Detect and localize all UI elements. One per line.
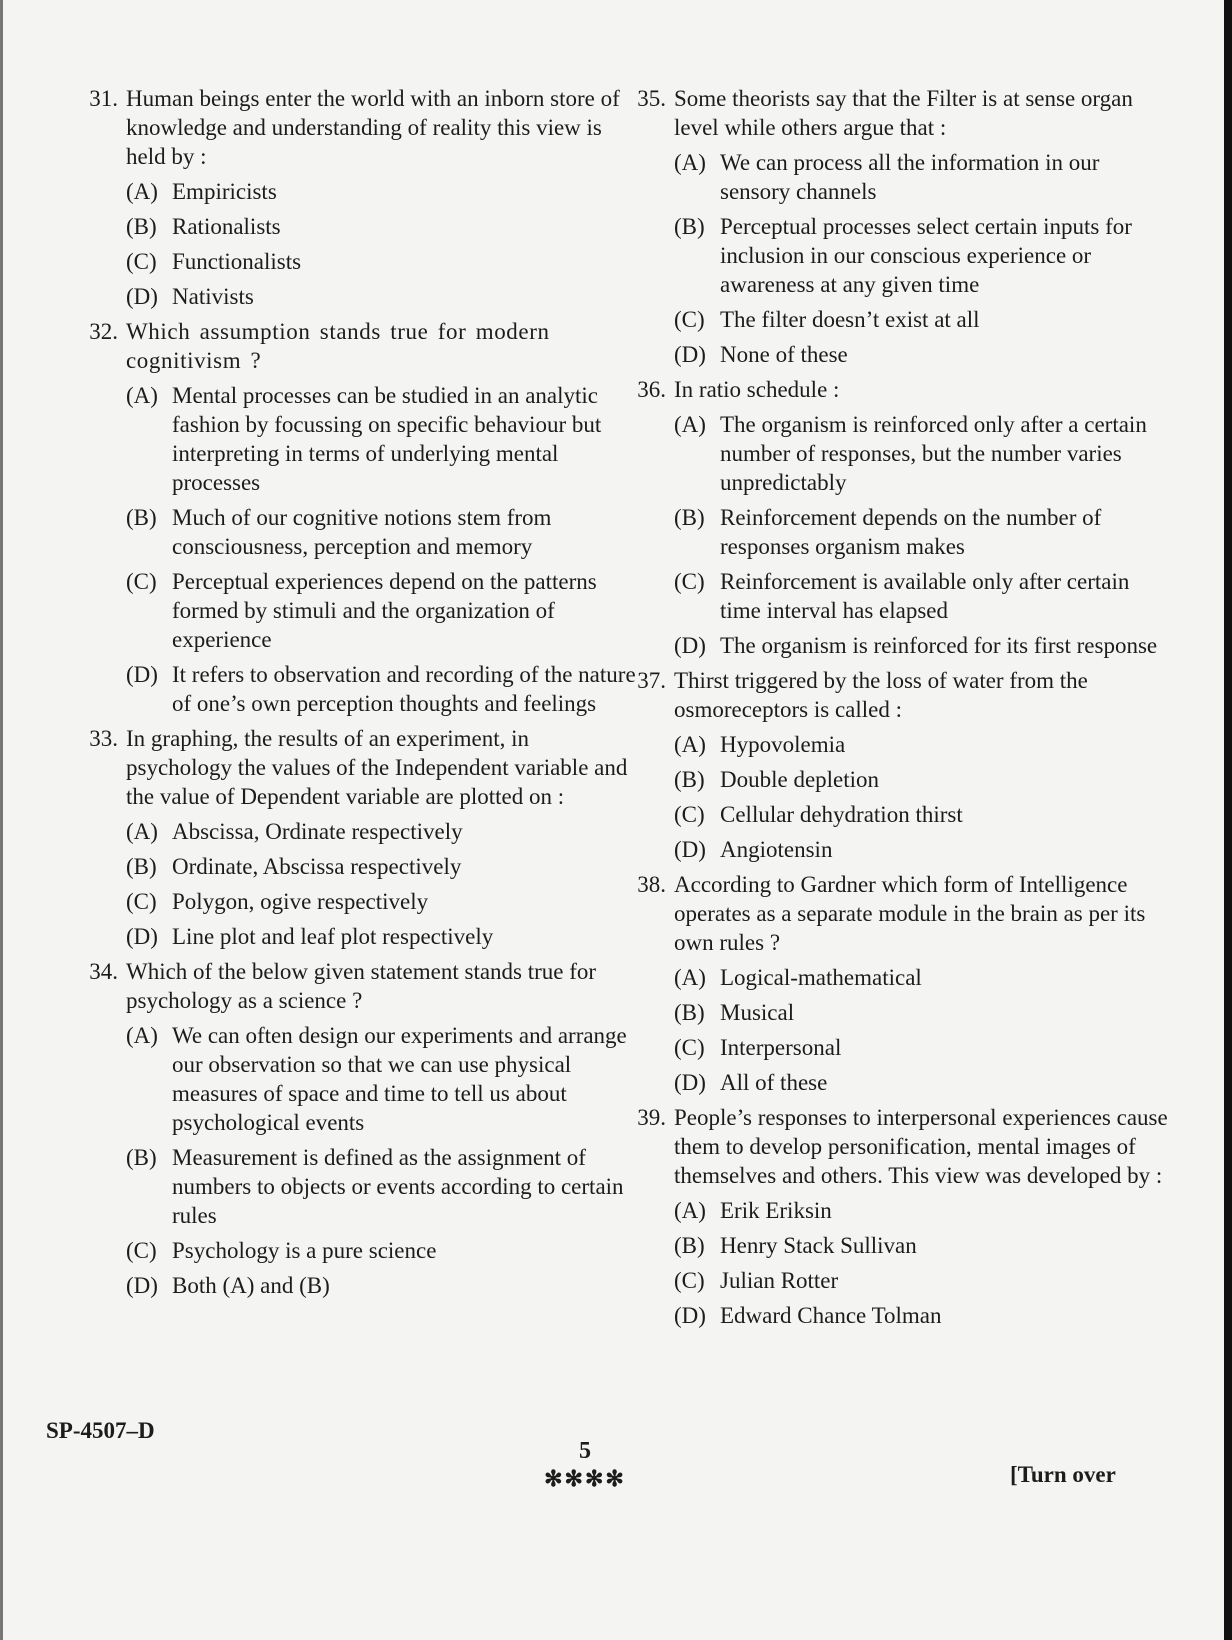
question-text: According to Gardner which form of Intelligence operates as a separate module in the brain as per its own rules ? [674,872,1146,955]
question-37 [604,666,1174,864]
option-list [126,1021,636,1300]
option-b [126,503,636,561]
option-a [126,817,636,846]
option-text: The organism is reinforced only after a certain number of responses, but the number varies unpredictably [720,412,1147,495]
option-label: (A) [126,179,158,204]
question-number: 39. [637,1105,666,1130]
option-text: Julian Rotter [720,1268,839,1293]
option-a [674,963,1174,992]
option-text: Empiricists [172,179,277,204]
question-number: 37. [637,668,666,693]
option-list [126,177,636,311]
option-d [126,1271,636,1300]
option-text: Double depletion [720,767,880,792]
question-number: 34. [89,959,118,984]
question-text: Some theorists say that the Filter is at sense organ level while others argue that : [674,86,1133,140]
option-d [674,340,1174,369]
option-text: We can often design our experiments and arrange our observation so that we can use physical measures of space and time to tell us about psychological events [172,1023,627,1135]
option-text: Cellular dehydration thirst [720,802,963,827]
option-label: (C) [674,1268,705,1293]
option-text: Perceptual processes select certain inputs for inclusion in our conscious experience or awareness at any given time [720,214,1132,297]
option-d [674,1301,1174,1330]
option-text: Polygon, ogive respectively [172,889,429,914]
option-label: (D) [674,1070,706,1095]
option-text: Angiotensin [720,837,833,862]
option-b [674,998,1174,1027]
option-text: Henry Stack Sullivan [720,1233,917,1258]
option-d [126,922,636,951]
option-label: (B) [126,505,157,530]
option-text: It refers to observation and recording of the nature of one’s own perception thoughts and feelings [172,662,636,716]
question-text: People’s responses to interpersonal experiences cause them to develop personification, mental images of themselves and others. This view was developed by : [674,1105,1168,1188]
option-text: Ordinate, Abscissa respectively [172,854,462,879]
option-c [126,887,636,916]
option-b [674,212,1174,299]
option-label: (B) [126,854,157,879]
option-list [126,817,636,951]
option-b [126,1143,636,1230]
option-label: (A) [674,1198,706,1223]
question-34 [56,957,636,1300]
option-text: Much of our cognitive notions stem from consciousness, perception and memory [172,505,552,559]
option-text: Edward Chance Tolman [720,1303,942,1328]
option-label: (A) [126,1023,158,1048]
option-text: Psychology is a pure science [172,1238,437,1263]
option-a [126,381,636,497]
option-text: Nativists [172,284,254,309]
option-b [674,765,1174,794]
option-d [674,1068,1174,1097]
question-text: Which of the below given statement stands true for psychology as a science ? [126,959,597,1013]
option-label: (A) [674,965,706,990]
question-number: 32. [89,319,118,344]
option-text: Reinforcement depends on the number of responses organism makes [720,505,1102,559]
option-label: (B) [126,1145,157,1170]
option-list [674,410,1174,660]
option-a [126,177,636,206]
page-number: 5 [579,1438,591,1464]
option-text: Hypovolemia [720,732,846,757]
option-label: (B) [674,214,705,239]
option-list [674,1196,1174,1330]
question-35 [604,84,1174,369]
option-text: Both (A) and (B) [172,1273,330,1298]
option-label: (D) [674,837,706,862]
option-label: (B) [126,214,157,239]
option-text: Reinforcement is available only after certain time interval has elapsed [720,569,1130,623]
option-label: (B) [674,767,705,792]
option-c [674,800,1174,829]
question-text: Human beings enter the world with an inborn store of knowledge and understanding of reality this view is held by : [126,86,620,169]
option-text: All of these [720,1070,828,1095]
option-d [674,631,1174,660]
question-text: Thirst triggered by the loss of water from the osmoreceptors is called : [674,668,1088,722]
question-text: Which assumption stands true for modern cognitivism ? [126,319,550,373]
option-a [674,1196,1174,1225]
option-list [674,148,1174,369]
option-list [126,381,636,718]
option-text: Erik Eriksin [720,1198,832,1223]
option-a [674,410,1174,497]
option-text: Logical-mathematical [720,965,922,990]
option-text: We can process all the information in our sensory channels [720,150,1100,204]
option-b [674,503,1174,561]
option-label: (C) [126,569,157,594]
option-c [674,305,1174,334]
option-c [126,1236,636,1265]
option-c [674,1033,1174,1062]
option-d [126,660,636,718]
option-text: Interpersonal [720,1035,842,1060]
option-label: (D) [674,342,706,367]
option-text: Mental processes can be studied in an analytic fashion by focussing on specific behaviour but interpreting in terms of underlying mental processes [172,383,602,495]
option-c [674,1266,1174,1295]
option-label: (D) [126,924,158,949]
question-number: 35. [637,86,666,111]
option-a [674,148,1174,206]
option-label: (C) [674,569,705,594]
option-text: Measurement is defined as the assignment of numbers to objects or events according to certain rules [172,1145,624,1228]
option-b [674,1231,1174,1260]
option-label: (D) [674,1303,706,1328]
option-label: (B) [674,1233,705,1258]
option-list [674,730,1174,864]
option-label: (B) [674,1000,705,1025]
option-label: (A) [674,412,706,437]
option-text: None of these [720,342,848,367]
option-list [674,963,1174,1097]
option-label: (D) [126,662,158,687]
question-32 [56,317,636,718]
question-text: In graphing, the results of an experiment, in psychology the values of the Independent variable and the value of Dependent variable are plotted on : [126,726,628,809]
question-number: 38. [637,872,666,897]
question-36 [604,375,1174,660]
question-number: 31. [89,86,118,111]
paper-code: SP-4507–D [46,1418,155,1443]
option-text: Perceptual experiences depend on the patterns formed by stimuli and the organization of experience [172,569,597,652]
option-label: (C) [126,249,157,274]
option-d [674,835,1174,864]
option-label: (B) [674,505,705,530]
option-label: (C) [674,1035,705,1060]
option-label: (C) [126,889,157,914]
question-number: 36. [637,377,666,402]
option-label: (C) [674,802,705,827]
option-text: Functionalists [172,249,302,274]
option-c [674,567,1174,625]
option-label: (D) [674,633,706,658]
option-b [126,212,636,241]
option-text: Rationalists [172,214,281,239]
option-text: The organism is reinforced for its first response [720,633,1158,658]
option-label: (D) [126,284,158,309]
option-c [126,247,636,276]
option-c [126,567,636,654]
option-a [126,1021,636,1137]
option-text: The filter doesn’t exist at all [720,307,980,332]
end-stars: ✻✻✻✻ [544,1466,626,1491]
option-label: (D) [126,1273,158,1298]
question-39 [604,1103,1174,1330]
option-text: Musical [720,1000,795,1025]
option-label: (A) [674,732,706,757]
option-a [674,730,1174,759]
scan-edge-right [1224,0,1232,1640]
option-label: (A) [126,819,158,844]
option-label: (A) [674,150,706,175]
question-text: In ratio schedule : [674,377,840,402]
option-label: (A) [126,383,158,408]
option-b [126,852,636,881]
option-text: Abscissa, Ordinate respectively [172,819,463,844]
option-label: (C) [674,307,705,332]
option-d [126,282,636,311]
question-31 [56,84,636,311]
left-column [56,84,636,1306]
option-text: Line plot and leaf plot respectively [172,924,494,949]
question-number: 33. [89,726,118,751]
turn-over-label: [Turn over [1010,1462,1116,1487]
scan-edge-left [0,0,3,1640]
right-column [604,84,1174,1336]
question-38 [604,870,1174,1097]
question-33 [56,724,636,951]
option-label: (C) [126,1238,157,1263]
